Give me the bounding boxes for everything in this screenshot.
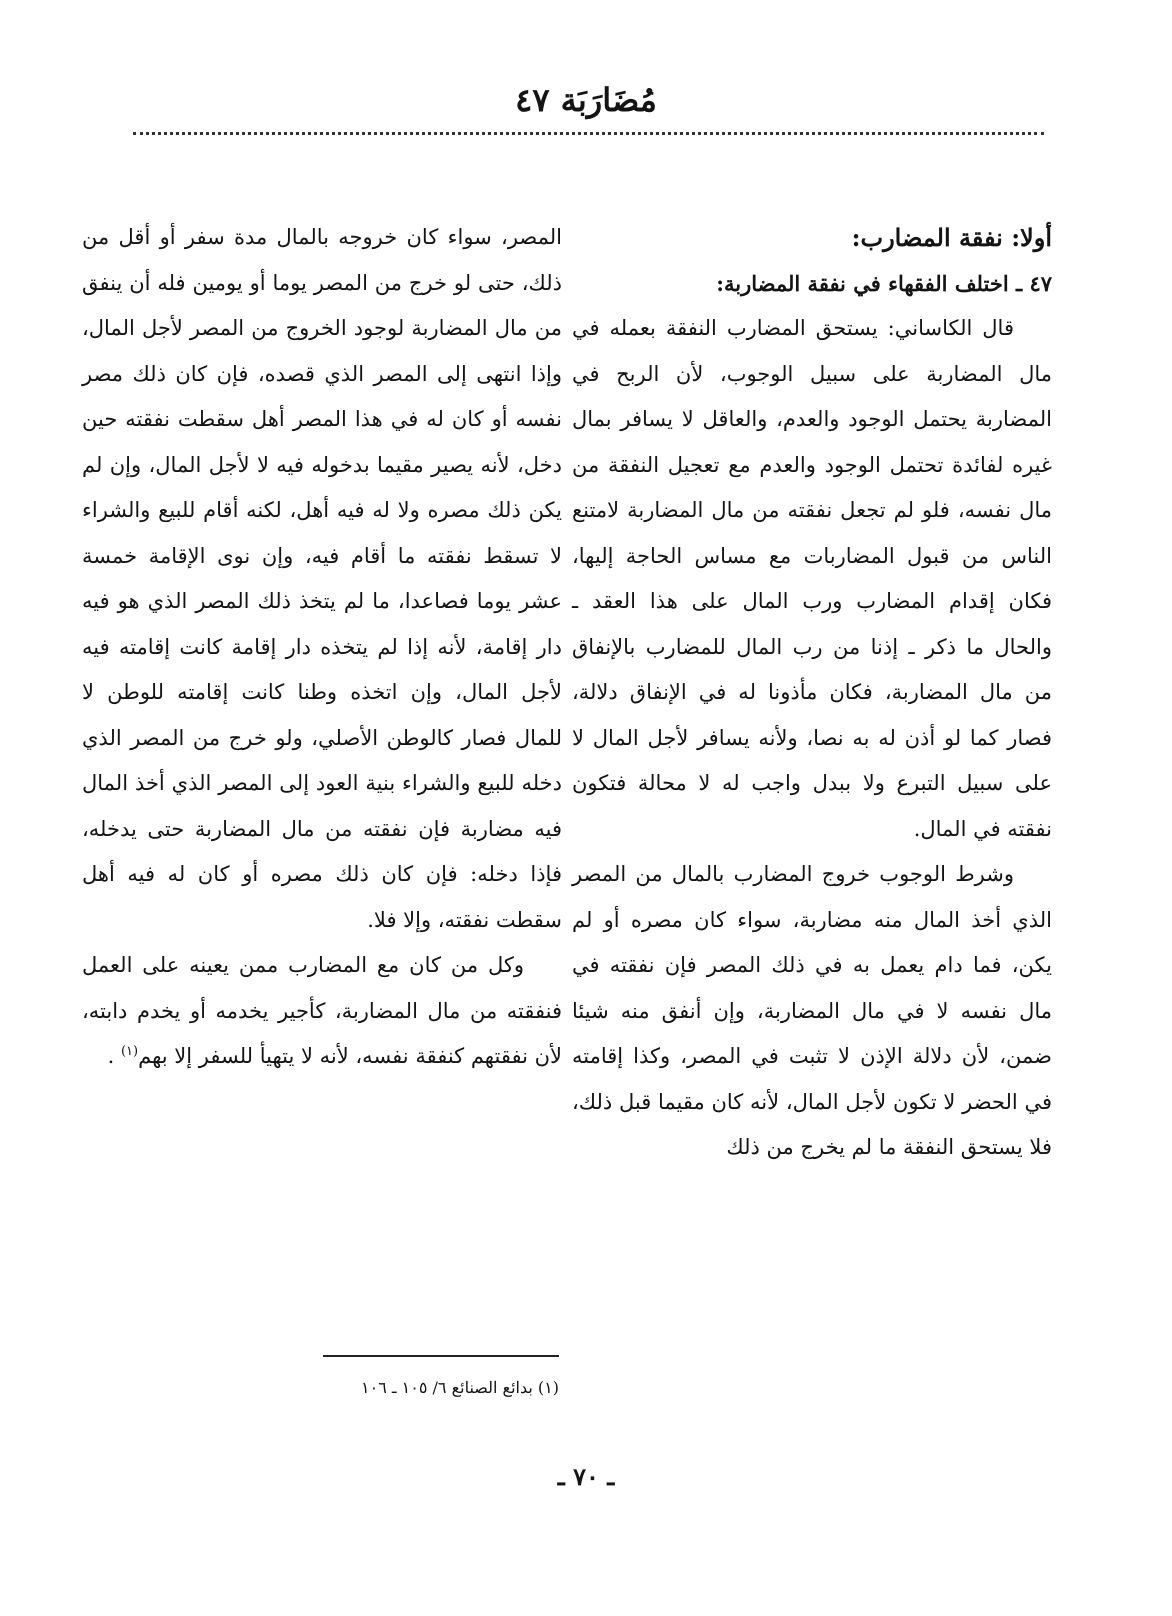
paragraph-companions	[82, 943, 562, 1080]
footnote-reference: (١)	[120, 1044, 139, 1059]
page-header-title: مُضَارَبَة ٤٧	[515, 81, 657, 119]
item-heading: ٤٧ ـ اختلف الفقهاء في نفقة المضاربة:	[716, 270, 1052, 296]
footnote-divider	[323, 1355, 559, 1357]
footnote: (١) بدائع الصنائع ٦/ ١٠٥ ـ ١٠٦	[361, 1378, 559, 1397]
left-column	[82, 215, 562, 1080]
page-number: ـ ٧٠ ـ	[557, 1462, 615, 1491]
paragraph-companions-end: .	[107, 1044, 115, 1068]
right-column	[572, 215, 1052, 1171]
header-dotted-divider	[133, 132, 1044, 135]
paragraph-kasani-quote: قال الكاساني: يستحق المضارب النفقة بعمله في مال المضاربة على سبيل الوجوب، لأن الربح في المضاربة يحتمل الوجود والعدم، والعاقل لا يسافر بمال غيره لفائدة تحتمل الوجود والعدم مع تعجيل النفقة من مال نفسه، فلو لم تجعل نفقته من مال المضاربة لامتنع الناس من قبول المضاربات مع مساس الحاجة إليها، فكان إقدام المضارب ورب المال على هذا العقد ـ والحال ما ذكر ـ إذنا من رب المال للمضارب بالإنفاق من مال المضاربة، فكان مأذونا له في الإنفاق دلالة، فصار كما لو أذن له به نصا، ولأنه يسافر لأجل المال لا على سبيل التبرع ولا ببدل واجب له لا محالة فتكون نفقته في المال.	[572, 316, 1052, 841]
paragraph-continuation: المصر، سواء كان خروجه بالمال مدة سفر أو أقل من ذلك، حتى لو خرج من المصر يوما أو يومين فله أن ينفق من مال المضاربة لوجود الخروج من المصر لأجل المال، وإذا انتهى إلى المصر الذي قصده، فإن كان ذلك مصر نفسه أو كان له في هذا المصر أهل سقطت نفقته حين دخل، لأنه يصير مقيما بدخوله فيه لا لأجل المال، وإن لم يكن ذلك مصره ولا له فيه أهل، لكنه أقام للبيع والشراء لا تسقط نفقته ما أقام فيه، وإن نوى الإقامة خمسة عشر يوما فصاعدا، ما لم يتخذ ذلك المصر الذي هو فيه دار إقامة، لأنه إذا لم يتخذه دار إقامة كانت إقامته فيه لأجل المال، وإن اتخذه وطنا كانت إقامته للوطن لا للمال فصار كالوطن الأصلي، ولو خرج من المصر الذي دخله للبيع والشراء بنية العود إلى المصر الذي أخذ المال فيه مضاربة فإن نفقته من مال المضاربة حتى يدخله، فإذا دخله: فإن كان ذلك مصره أو كان له فيه أهل سقطت نفقته، وإلا فلا.	[82, 225, 562, 932]
paragraph-condition: وشرط الوجوب خروج المضارب بالمال من المصر الذي أخذ المال منه مضاربة، سواء كان مصره أو لم يكن، فما دام يعمل به في ذلك المصر فإن نفقته في مال نفسه لا في مال المضاربة، وإن أنفق منه شيئا ضمن، لأن دلالة الإذن لا تثبت في المصر، وكذا إقامته في الحضر لا تكون لأجل المال، لأنه كان مقيما قبل ذلك، فلا يستحق النفقة ما لم يخرج من ذلك	[572, 862, 1052, 1159]
section-heading: أولا: نفقة المضارب:	[851, 223, 1052, 252]
paragraph-companions-text: وكل من كان مع المضارب ممن يعينه على العمل فنفقته من مال المضاربة، كأجير يخدمه أو يخدم دابته، لأن نفقتهم كنفقة نفسه، لأنه لا يتهيأ للسفر إلا بهم	[82, 953, 562, 1068]
